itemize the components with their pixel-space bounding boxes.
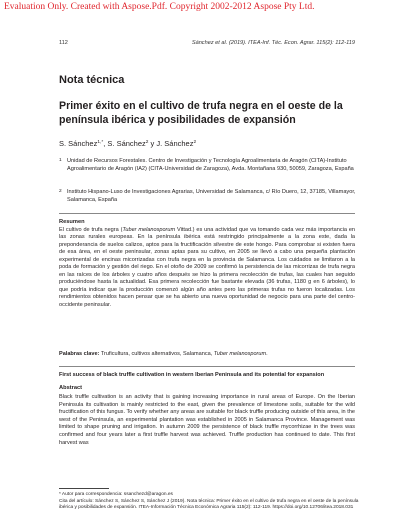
abstract-heading: Abstract (59, 385, 83, 391)
resumen-text: El cultivo de trufa negra ( (59, 227, 123, 233)
citation-note: Cita del artículo: Sánchez S, Sánchez S, Sánchez J (2019). Nota técnica: Primer éxito en el cultivo de trufa negra en el oeste de la península ibérica y posibilidades de expansión. ITEA-Información Técnica Económica Agraria 115(2): 112-119. https://doi.org/10.12706/itea.2018.031 (59, 499, 359, 511)
keywords-end: . (266, 351, 268, 357)
corresponding-author-note: * Autor para correspondencia: ssanchezd@aragon.es (59, 492, 173, 497)
affiliation (59, 189, 359, 204)
divider (59, 213, 355, 214)
english-title: First success of black truffle cultivation in western Iberian Peninsula and its potential for expansion (59, 372, 325, 378)
affiliation-text: Instituto Hispano-Luso de Investigaciones Agrarias, Universidad de Salamanca, c/ Río Duero, 12, 37185, Villamayor, Salamanca, España (67, 189, 356, 203)
author-affiliation-mark: 2 (145, 140, 149, 145)
page-number: 112 (59, 40, 68, 46)
resumen-heading: Resumen (59, 219, 85, 225)
author-affiliation-mark: 2 (193, 140, 197, 145)
species-name: Tuber melanosporum (213, 351, 267, 357)
author-name: J. Sánchez (156, 139, 194, 148)
keywords-text: Truficultura, cultivos alternativos, Salamanca, (99, 351, 214, 357)
author-name: S. Sánchez (107, 139, 146, 148)
journal-citation: Sánchez et al. (2019). ITEA-Inf. Téc. Econ. Agrar. 115(2): 112-119 (191, 40, 355, 46)
section-label: Nota técnica (59, 74, 125, 86)
resumen-body (59, 227, 355, 309)
author-affiliation-mark: 1,* (97, 140, 104, 145)
author-name: S. Sánchez (59, 139, 98, 148)
author-list (59, 139, 196, 148)
keywords (59, 351, 355, 358)
abstract-body: Black truffle cultivation is an activity that is gaining increasing importance in rural areas of Europe. On the Iberian Peninsula its cultivation is mainly restricted to the east, given the prevalence of limestone soils, suitable for the wild fructification of this fungus. To verify whether any areas are suitable for black truffle producing outside of this area, in the west of the Peninsula, an experimental plantation was established in 2005 in Salamanca Province. Management was limited to shape pruning and irrigation. In autumn 2009 the persistence of black truffle mycorrhizae in the trees was confirmed and four years later a first truffle harvest was achieved. Truffle production has continued to date. This first harvest was (59, 394, 355, 446)
affiliation-text: Unidad de Recursos Forestales. Centro de Investigación y Tecnología Agroalimentaria de Aragón (CITA)-Instituto Agroalimentario de Aragón (IA2) (CITA-Universidad de Zaragoza), Avda. Montañana 930, 50059, Zaragoza, España (67, 158, 354, 172)
keywords-label: Palabras clave: (59, 351, 100, 357)
affiliation (59, 158, 359, 173)
affiliation-number: 1 (59, 158, 62, 163)
affiliation-number: 2 (59, 189, 62, 194)
evaluation-watermark: Evaluation Only. Created with Aspose.Pdf. Copyright 2002-2012 Aspose Pty Ltd. (4, 2, 315, 12)
article-title: Primer éxito en el cultivo de trufa negra en el oeste de la península ibérica y posibilidades de expansión (59, 100, 343, 126)
resumen-text: Vittad.) es una actividad que va tomando cada vez más importancia en las zonas rurales europeas. En la península ibérica está restringido principalmente a la zona este, dada la preponderancia de suelos calizos, aptos para la fructificación silvestre de este hongo. Para comprobar si existen fuera de esa área, en el oeste peninsular, zonas aptas para su cultivo, en 2005 se llevó a cabo una pequeña plantación experimental de encinas micorrizadas con trufa negra en la provincia de Salamanca. Los cuidados se limitaron a la poda de formación y gestión del riego. En el otoño de 2009 se confirmó la persistencia de las micorrizas de trufa negra en las raíces de los árboles y cuatro años después se hizo la primera recolección de trufas, las cuales han seguido produciéndose hasta la actualidad. Esa primera recolección fue bastante elevada (36 trufas, 1180 g en 6 árboles), lo que podría indicar que la producción comenzó algún año antes pero las primeras trufas no fueron localizadas. Los rendimientos obtenidos hacen pensar que se ha abierto una nueva oportunidad de negocio para una parte del centro-occidente peninsular. (59, 227, 355, 308)
divider (59, 366, 355, 367)
species-name: Tuber melanosporum (122, 227, 176, 233)
footnote-rule (59, 488, 109, 489)
author-separator: y (148, 139, 157, 148)
author-separator: , (103, 139, 108, 148)
